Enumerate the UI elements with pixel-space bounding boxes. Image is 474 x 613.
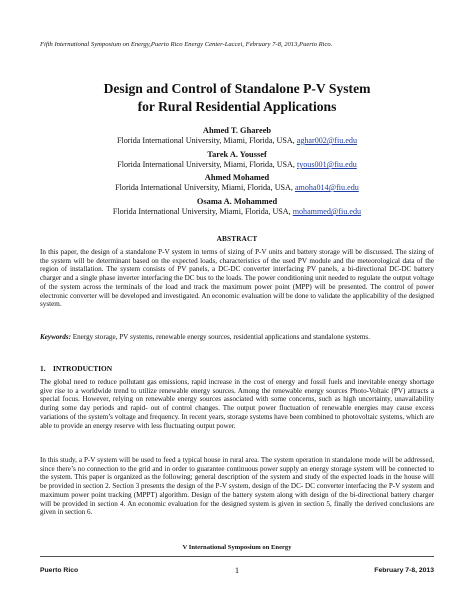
author-email-link[interactable]: amoha014@fiu.edu — [294, 183, 359, 192]
author-name: Ahmed Mohamed — [204, 173, 270, 182]
section-title: INTRODUCTION — [53, 364, 113, 373]
author-affiliation: Florida International University, Miami, Florida, USA, mohammed@fiu.edu — [112, 207, 362, 216]
author-email-link[interactable]: aghar002@fiu.edu — [296, 136, 358, 145]
page-number: 1 — [234, 565, 240, 575]
abstract-heading: ABSTRACT — [216, 235, 258, 243]
author-block-3 — [0, 173, 474, 193]
author-email-link[interactable]: mohammed@fiu.edu — [292, 207, 362, 216]
footer-divider — [40, 556, 434, 557]
author-name: Osama A. Mohammed — [196, 197, 278, 206]
author-affiliation: Florida International University, Miami, Florida, USA, amoha014@fiu.edu — [115, 183, 359, 192]
author-affiliation: Florida International University, Miami, Florida, USA, aghar002@fiu.edu — [116, 136, 358, 145]
author-block-2 — [0, 150, 474, 170]
keywords — [40, 333, 434, 342]
conference-footer-title: V International Symposium on Energy — [182, 544, 292, 551]
author-block-4 — [0, 197, 474, 217]
intro-paragraph-2: In this study, a P-V system will be used to feed a typical house in rural area. The system operation in standalone mode will be addressed, since there’s no connection to the grid and in order to guarantee continuous power supply an energy storage system will be connected to the system. This paper is organized as the following; general description of the system and study of the expected loads in the house will be provided in section 2. Section 3 presents the design of the P-V system, design of the DC- DC converter interfacing the P-V system and maximum power point tracking (MPPT) algorithm. Design of the battery system along with design of the bi-directional battery charger will be provided in section 4. An economic evaluation for the designed system is given in section 5, finally the derived conclusions are given in section 6. — [40, 456, 434, 517]
footer-location: Puerto Rico — [40, 567, 79, 574]
paper-title-line1: Design and Control of Standalone P-V System — [103, 81, 371, 96]
author-block-1 — [0, 126, 474, 146]
intro-paragraph-1: The global need to reduce pollutant gas emissions, rapid increase in the cost of energy and fossil fuels and inevitable energy shortage give rise to a worldwide trend to utilize renewable energy sources. Among the renewable energy sources Photo-Voltaic (PV) attracts a special focus. However, relying on renewable energy sources associated with some concerns, such as high uncertainty, unavailability during some day periods and rapid- out of control changes. The output power fluctuation of renewable energies may cause excess variations of the system’s voltage and frequency. In recent years, storage systems have been combined to photovoltaic systems, which are able to provide an energy reserve with less fluctuating output power. — [40, 378, 434, 430]
keywords-text: Energy storage, PV systems, renewable energy sources, residential applications and standalone systems. — [70, 333, 370, 341]
author-name: Ahmed T. Ghareeb — [202, 126, 272, 135]
abstract-text: In this paper, the design of a standalone P-V system in terms of sizing of P-V units and battery storage will be discussed. The sizing of the system will be determinant based on the expected loads, characteristics of the used PV module and the meteorological data of the region of installation. The system consists of PV panels, a DC-DC converter interfacing PV panels, a bi-directional DC-DC battery charger and a single phase inverter interfacing the DC bus to the loads. The power conditioning unit needed to regulate the output voltage of the system across the terminals of the load and track the maximum power point (MPP) will be presented. The control of power electronic converter will be developed and investigated. An economic evaluation will be done to validate the applicability of the designed system. — [40, 248, 434, 309]
section-heading — [40, 364, 112, 373]
author-email-link[interactable]: tyous001@fiu.edu — [296, 160, 357, 169]
section-number: 1. — [40, 364, 46, 373]
paper-title-line2: for Rural Residential Applications — [137, 99, 337, 114]
author-affiliation: Florida International University, Miami, Florida, USA, tyous001@fiu.edu — [117, 160, 357, 169]
footer-date: February 7-8, 2013 — [374, 567, 434, 574]
keywords-label: Keywords: — [40, 333, 71, 341]
running-header: Fifth International Symposium on Energy,Puerto Rico Energy Center-Laccei, February 7-8, 2013,Puerto Rico. — [40, 41, 333, 48]
author-name: Tarek A. Youssef — [207, 150, 267, 159]
